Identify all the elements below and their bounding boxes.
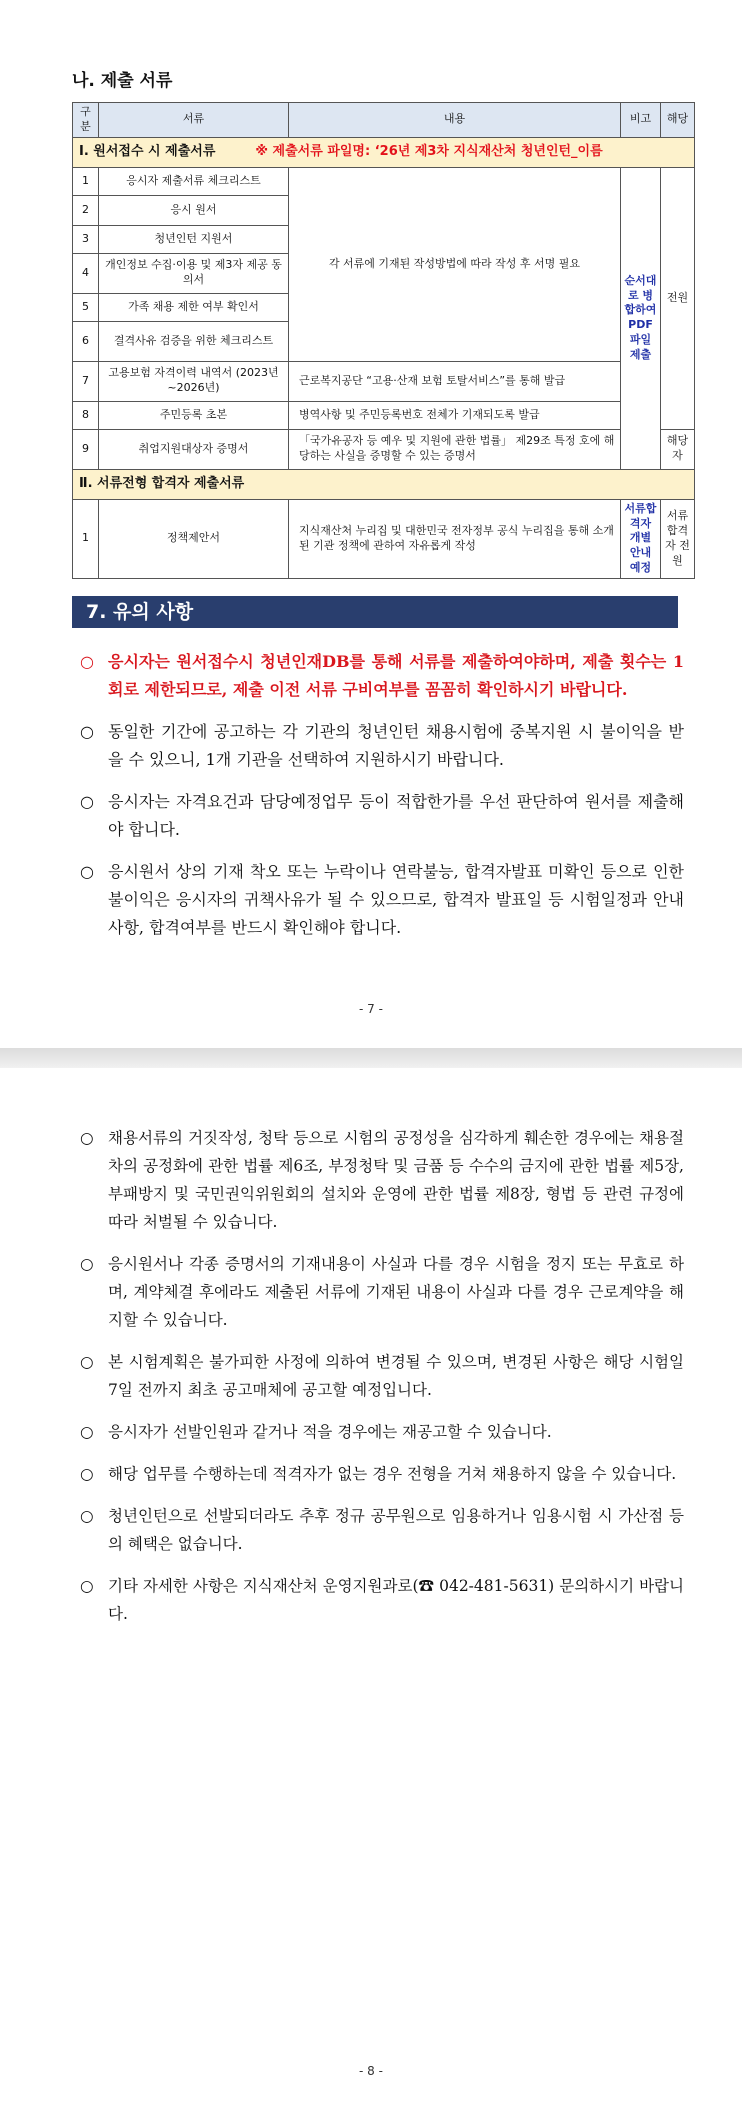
- document-page-8: [0, 1068, 742, 2112]
- notes-list-page-8: [80, 1124, 684, 1642]
- row-doc: 가족 채용 제한 여부 확인서: [99, 293, 289, 321]
- header-target: 해당: [661, 103, 695, 138]
- bullet-icon: ○: [80, 1129, 94, 1147]
- row-doc: 취업지원대상자 증명서: [99, 429, 289, 469]
- row-doc: 청년인턴 지원서: [99, 225, 289, 253]
- merged-note: 순서대로 병합하여 PDF파일 제출: [621, 167, 661, 469]
- section-title: 나. 제출 서류: [72, 71, 173, 91]
- documents-table: [72, 102, 695, 579]
- row-doc: 결격사유 검증을 위한 체크리스트: [99, 321, 289, 361]
- band-row-1: [73, 137, 695, 167]
- list-item: [80, 1502, 684, 1558]
- row-note: 서류합격자 개별 안내 예정: [621, 499, 661, 578]
- row-doc: 개인정보 수집·이용 및 제3자 제공 동의서: [99, 253, 289, 293]
- row-doc: 응시자 제출서류 체크리스트: [99, 167, 289, 195]
- table-row: [73, 361, 695, 401]
- bullet-icon: ○: [80, 862, 94, 881]
- table-row: [73, 401, 695, 429]
- row-no: 5: [73, 293, 99, 321]
- row-content: 근로복지공단 “고용·산재 보험 토탈서비스”를 통해 발급: [289, 361, 621, 401]
- note-text: 응시자가 선발인원과 같거나 적을 경우에는 재공고할 수 있습니다.: [108, 1423, 552, 1441]
- note-text: 기타 자세한 사항은 지식재산처 운영지원과로(☎ 042-481-5631) 문의하시기 바랍니다.: [108, 1577, 684, 1623]
- bullet-icon: ○: [80, 1423, 94, 1441]
- bullet-icon: ○: [80, 722, 94, 741]
- note-text: 해당 업무를 수행하는데 적격자가 없는 경우 전형을 거쳐 채용하지 않을 수 있습니다.: [108, 1465, 677, 1483]
- row-no: 2: [73, 195, 99, 225]
- row-no: 4: [73, 253, 99, 293]
- list-item: [80, 1348, 684, 1404]
- row-target: 해당자: [661, 429, 695, 469]
- row-doc: 정책제안서: [99, 499, 289, 578]
- row-no: 1: [73, 167, 99, 195]
- page-number: - 8 -: [359, 2064, 383, 2078]
- row-content: 병역사항 및 주민등록번호 전체가 기재되도록 발급: [289, 401, 621, 429]
- header-content: 내용: [289, 103, 621, 138]
- list-item: [80, 1418, 684, 1446]
- header-no: 구분: [73, 103, 99, 138]
- table-row: [73, 499, 695, 578]
- row-no: 9: [73, 429, 99, 469]
- list-item: [80, 648, 684, 704]
- list-item: [80, 858, 684, 942]
- band-row-2: [73, 469, 695, 499]
- notes-list-page-7: [80, 648, 684, 956]
- row-content: 「국가유공자 등 예우 및 지원에 관한 법률」 제29조 특정 호에 해당하는 사실을 증명할 수 있는 증명서: [289, 429, 621, 469]
- note-text: 응시자는 자격요건과 담당예정업무 등이 적합한가를 우선 판단하여 원서를 제출해야 합니다.: [108, 792, 684, 839]
- band-1-note: ※ 제출서류 파일명: ‘26년 제3차 지식재산처 청년인턴_이름: [255, 144, 603, 160]
- row-no: 3: [73, 225, 99, 253]
- note-text: 본 시험계획은 불가피한 사정에 의하여 변경될 수 있으며, 변경된 사항은 해당 시험일 7일 전까지 최초 공고매체에 공고할 예정입니다.: [108, 1353, 684, 1399]
- row-doc: 주민등록 초본: [99, 401, 289, 429]
- note-text: 채용서류의 거짓작성, 청탁 등으로 시험의 공정성을 심각하게 훼손한 경우에는 채용절차의 공정화에 관한 법률 제6조, 부정청탁 및 금품 등 수수의 금지에 관한 법률 제5장, 부패방지 및 국민권익위원회의 설치와 운영에 관한 법률 제8장, 형법 등 관련 규정에 따라 처벌될 수 있습니다.: [108, 1129, 684, 1231]
- list-item: [80, 718, 684, 774]
- list-item: [80, 1124, 684, 1236]
- row-doc: 응시 원서: [99, 195, 289, 225]
- section-7-heading: 7. 유의 사항: [72, 596, 678, 628]
- list-item: [80, 1460, 684, 1488]
- bullet-icon: ○: [80, 652, 94, 671]
- bullet-icon: ○: [80, 1507, 94, 1525]
- list-item: [80, 1572, 684, 1628]
- table-row: [73, 167, 695, 195]
- header-doc: 서류: [99, 103, 289, 138]
- header-note: 비고: [621, 103, 661, 138]
- bullet-icon: ○: [80, 792, 94, 811]
- list-item: [80, 1250, 684, 1334]
- note-text: 응시원서 상의 기재 착오 또는 누락이나 연락불능, 합격자발표 미확인 등으로 인한 불이익은 응시자의 귀책사유가 될 수 있으므로, 합격자 발표일 등 시험일정과 안내사항, 합격여부를 반드시 확인해야 합니다.: [108, 862, 684, 937]
- page-separator: [0, 1048, 742, 1068]
- row-no: 8: [73, 401, 99, 429]
- list-item: [80, 788, 684, 844]
- band-2-label: Ⅱ. 서류전형 합격자 제출서류: [73, 469, 695, 499]
- table-header-row: [73, 103, 695, 138]
- document-page-7: [0, 0, 742, 1048]
- note-text: 동일한 기간에 공고하는 각 기관의 청년인턴 채용시험에 중복지원 시 불이익을 받을 수 있으니, 1개 기관을 선택하여 지원하시기 바랍니다.: [108, 722, 684, 769]
- note-text: 응시자는 원서접수시 청년인재DB를 통해 서류를 제출하여야하며, 제출 횟수는 1회로 제한되므로, 제출 이전 서류 구비여부를 꼼꼼히 확인하시기 바랍니다.: [108, 652, 684, 699]
- row-doc: 고용보험 자격이력 내역서 (2023년~2026년): [99, 361, 289, 401]
- bullet-icon: ○: [80, 1577, 94, 1595]
- merged-target: 전원: [661, 167, 695, 429]
- row-no: 6: [73, 321, 99, 361]
- bullet-icon: ○: [80, 1353, 94, 1371]
- note-text: 청년인턴으로 선발되더라도 추후 정규 공무원으로 임용하거나 임용시험 시 가산점 등의 혜택은 없습니다.: [108, 1507, 684, 1553]
- page-number: - 7 -: [359, 1002, 383, 1016]
- row-no: 7: [73, 361, 99, 401]
- row-no: 1: [73, 499, 99, 578]
- row-target: 서류 합격자 전원: [661, 499, 695, 578]
- merged-content: 각 서류에 기재된 작성방법에 따라 작성 후 서명 필요: [289, 167, 621, 361]
- table-row: [73, 429, 695, 469]
- note-text: 응시원서나 각종 증명서의 기재내용이 사실과 다를 경우 시험을 정지 또는 무효로 하며, 계약체결 후에라도 제출된 서류에 기재된 내용이 사실과 다를 경우 근로계약을 해지할 수 있습니다.: [108, 1255, 684, 1329]
- row-content: 지식재산처 누리집 및 대한민국 전자정부 공식 누리집을 통해 소개된 기관 정책에 관하여 자유롭게 작성: [289, 499, 621, 578]
- bullet-icon: ○: [80, 1465, 94, 1483]
- band-1-label: Ⅰ. 원서접수 시 제출서류: [79, 144, 216, 160]
- bullet-icon: ○: [80, 1255, 94, 1273]
